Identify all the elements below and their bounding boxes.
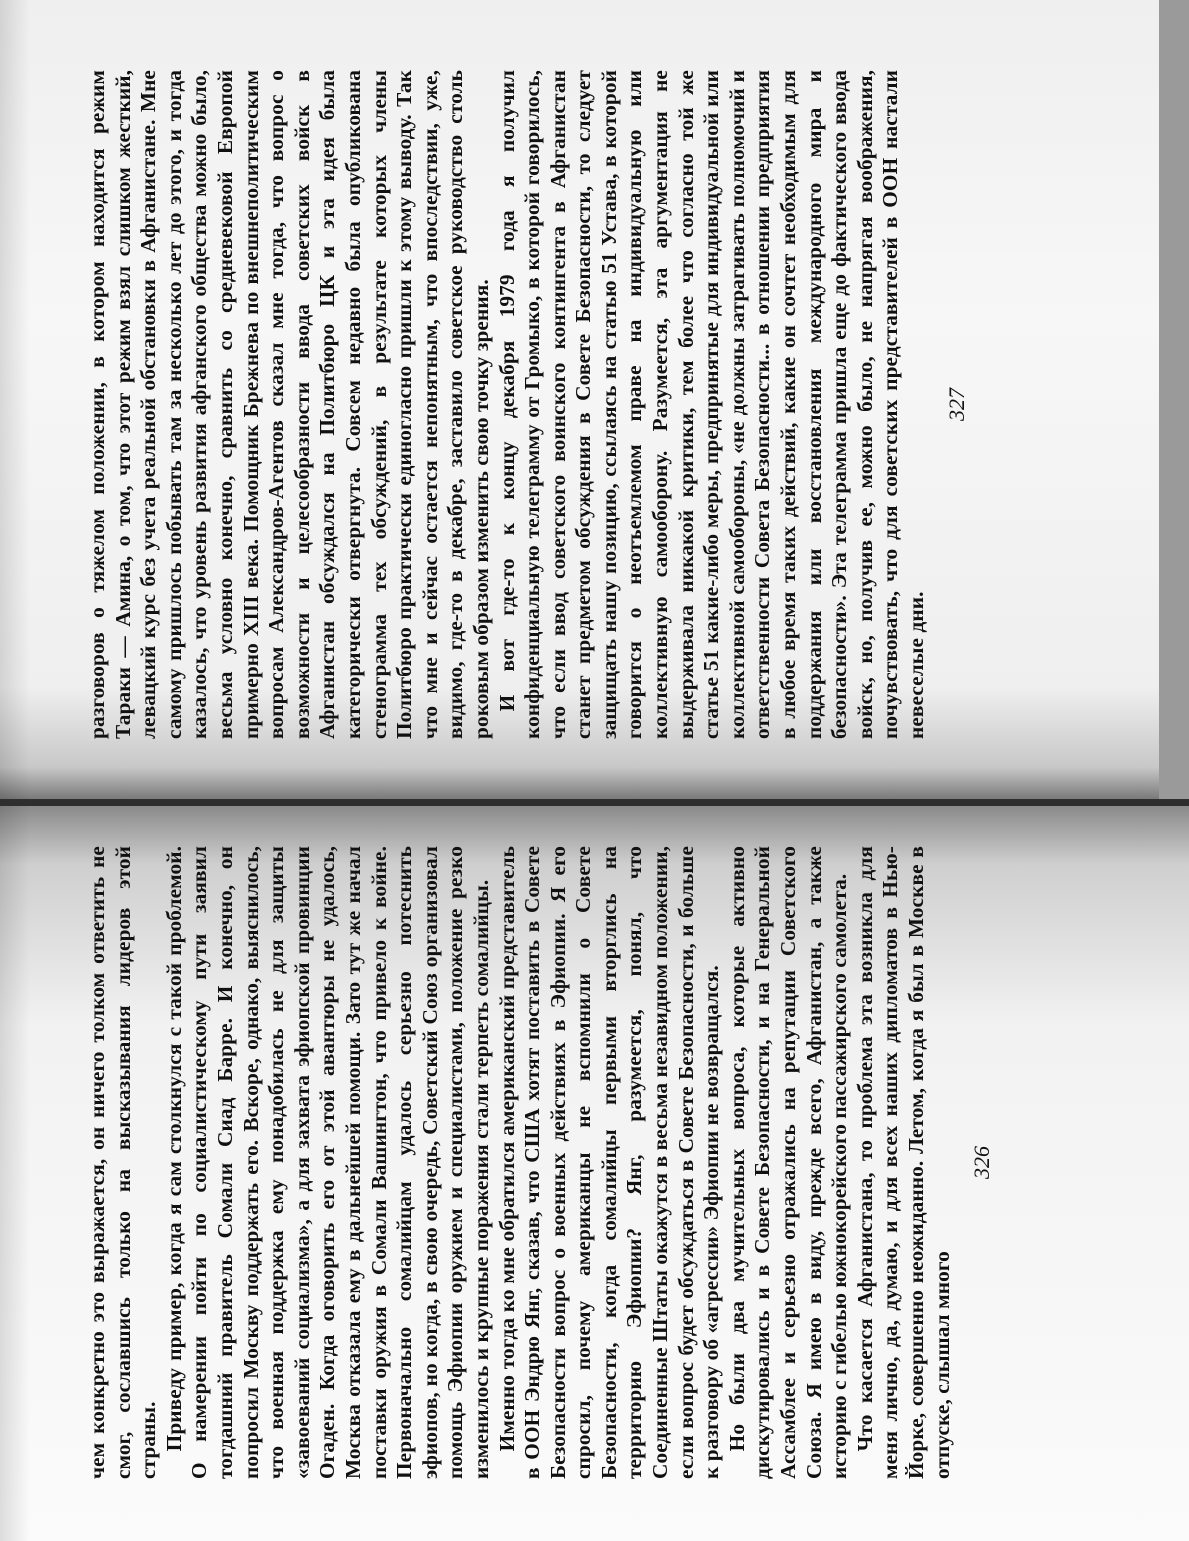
right-paragraph-1: разговоров о тяжелом положении, в котором находится режим Тараки — Амина, о том, что этот режим взял слишком жесткий, левацкий курс без учета реальной обстановки в Афганистане. Мне самому пришлось побывать там за несколько лет до этого, и тогда казалось, что уровень развития афганского общества можно было, весьма условно конечно, сравнить со средневековой Европой примерно XIII века. Помощник Брежнева по внешнеполитическим вопросам Александров-Агентов сказал мне тогда, что вопрос о возможности и целесообразности ввода советских войск в Афганистан обсуждался на Политбюро ЦК и эта идея была категорически отвергнута. Совсем недавно была опубликована стенограмма тех обсуждений, в результате которых члены Политбюро практически единогласно пришли к этому выводу. Так что мне и сейчас остается непонятным, что впоследствии, уже, видимо, где-то в декабре, заставило советское руководство столь роковым образом изменить свою точку зрения. xyxy=(85,70,493,739)
left-page xyxy=(0,806,1189,1541)
left-paragraph-3: Именно тогда ко мне обратился американский представитель в ООН Эндрю Янг, сказав, что США хотят поставить в Совете Безопасности вопрос о военных действиях в Эфиопии. Я его спросил, почему американцы не вспомнили о Совете Безопасности, когда сомалийцы первыми вторглись на территорию Эфиопии? Янг, разумеется, понял, что Соединенные Штаты окажутся в весьма незавидном положении, если вопрос будет обсуждаться в Совете Безопасности, и больше к разговору об «агрессии» Эфиопии не возвращался. xyxy=(494,846,724,1479)
left-paragraph-1: чем конкретно это выражается, он ничего толком ответить не смог, сославшись только на высказывания лидеров этой страны. xyxy=(85,846,161,1479)
left-paragraph-4: Но были два мучительных вопроса, которые активно дискутировались и в Совете Безопасности, и на Генеральной Ассамблее и серьезно отражались на репутации Советского Союза. Я имею в виду, прежде всего, Афганистан, а также историю с гибелью южнокорейского пассажирского самолета. xyxy=(724,846,852,1479)
left-paragraph-2: Приведу пример, когда я сам столкнулся с такой проблемой. О намерении пойти по социалистическому пути заявил тогдашний правитель Сомали Сиад Барре. И конечно, он попросил Москву поддержать его. Вскоре, однако, выяснилось, что военная поддержка ему понадобилась не для защиты «завоеваний социализма», а для захвата эфиопской провинции Огаден. Когда оговорить его от этой авантюры не удалось, Москва отказала ему в дальнейшей помощи. Зато тут же начал поставки оружия в Сомали Вашингтон, что привело к войне. Первоначально сомалийцам удалось серьезно потеснить эфиопов, но когда, в свою очередь, Советский Союз организовал помощь Эфиопии оружием и специалистами, положение резко изменилось и крупные поражения стали терпеть сомалийцы. xyxy=(161,846,493,1479)
right-page-number: 327 xyxy=(943,388,969,421)
right-paragraph-2: И вот где-то к концу декабря 1979 года я получил конфиденциальную телеграмму от Громыко, в которой говорилось, что если ввод советского воинского контингента в Афганистан станет предметом обсуждения в Совете Безопасности, то следует защищать нашу позицию, ссылаясь на статью 51 Устава, в которой говорится о неотъемлемом праве на индивидуальную или коллективную самооборону. Разумеется, эта аргументация не выдерживала никакой критики, тем более что согласно той же статье 51 какие-либо меры, предпринятые для индивидуальной или коллективной самообороны, «не должны затрагивать полномочий и ответственности Совета Безопасности... в отношении предприятия в любое время таких действий, какие он сочтет необходимым для поддержания или восстановления международного мира и безопасности». Эта телеграмма пришла еще до фактического ввода войск, но, получив ее, можно было, не напрягая воображения, почувствовать, что для советских представителей в ООН настали невеселые дни. xyxy=(494,70,928,739)
left-paragraph-5: Что касается Афганистана, то проблема эта возникла для меня лично, да, думаю, и для всех наших дипломатов в Нью-Йорке, совершенно неожиданно. Летом, когда я был в Москве в отпуске, слышал много xyxy=(852,846,954,1479)
page-edge-shadow xyxy=(0,0,30,799)
left-page-number: 326 xyxy=(969,1146,995,1179)
page-edge-shadow xyxy=(0,806,30,1541)
